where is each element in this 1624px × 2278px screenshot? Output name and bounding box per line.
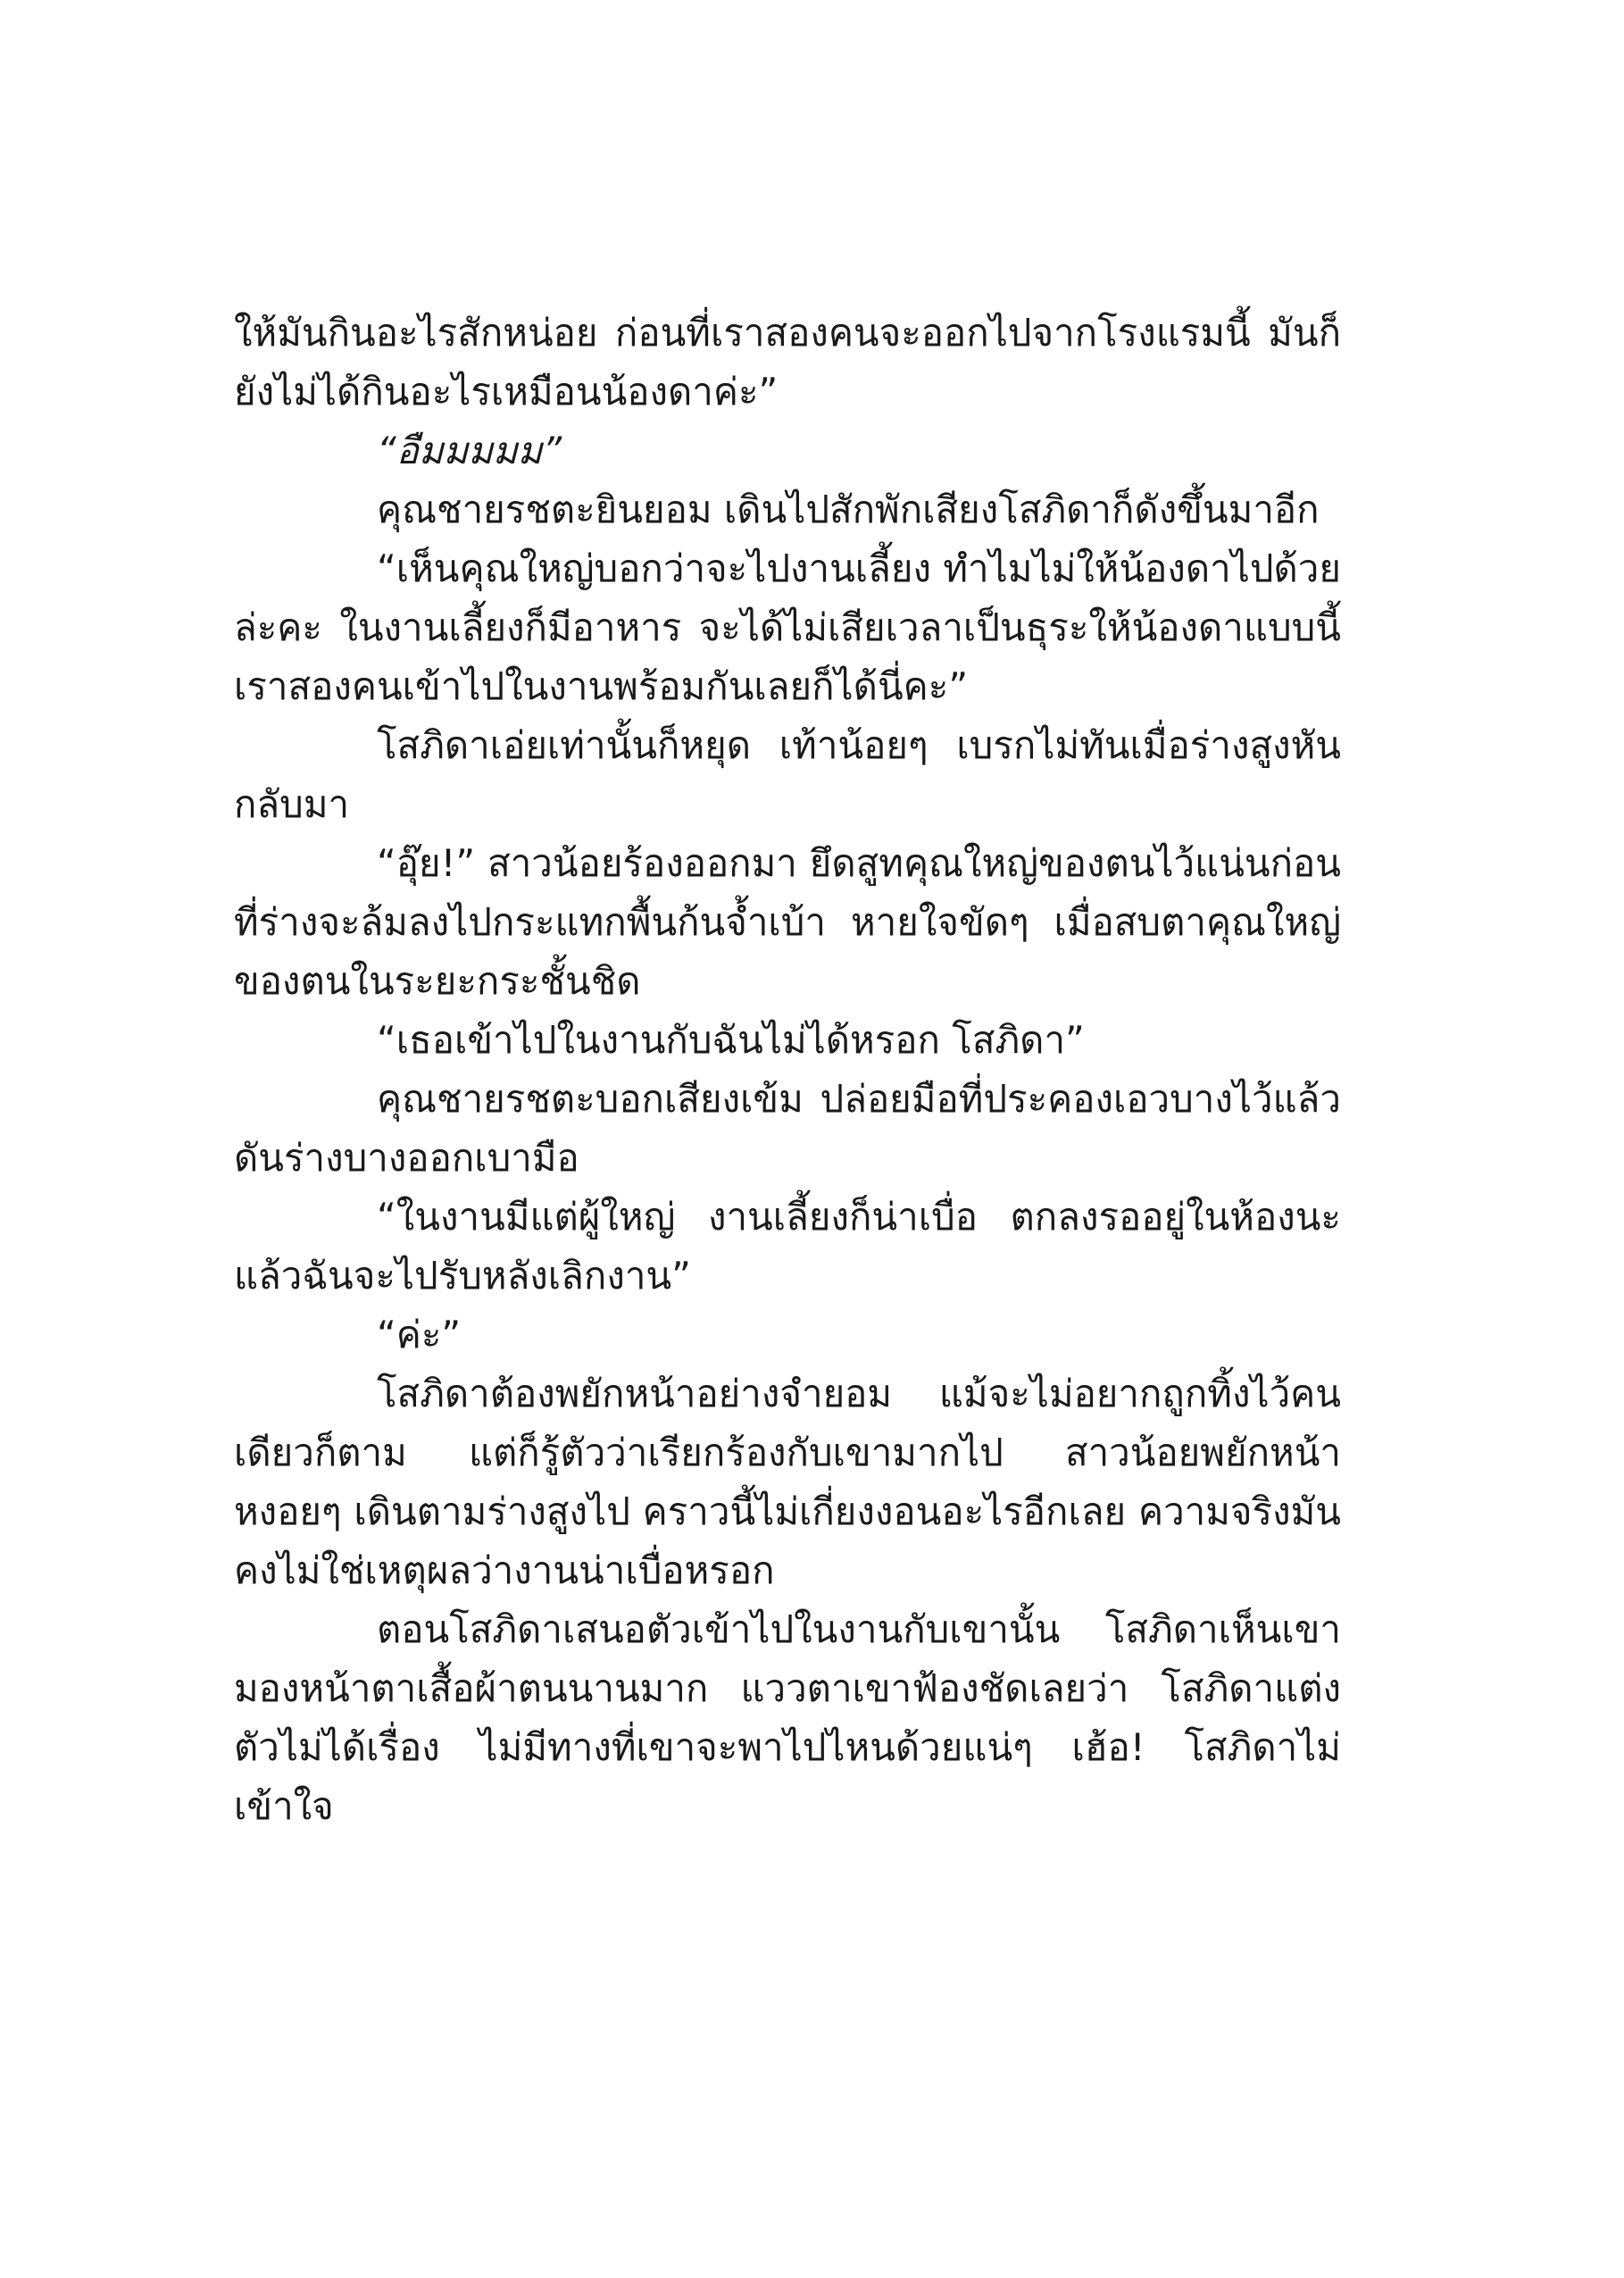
- paragraph: “เห็นคุณใหญ่บอกว่าจะไปงานเลี้ยง ทำไมไม่ให้น้องดาไปด้วยล่ะคะ ในงานเลี้ยงก็มีอาหาร จะได้ไม่เสียเวลาเป็นธุระให้น้องดาแบบนี้ เราสองคนเข้าไปในงานพร้อมกันเลยก็ได้นี่คะ”: [234, 547, 1341, 708]
- paragraph: โสภิดาต้องพยักหน้าอย่างจำยอม แม้จะไม่อยากถูกทิ้งไว้คนเดียวก็ตาม แต่ก็รู้ตัวว่าเรียกร้องกับเขามากไป สาวน้อยพยักหน้าหงอยๆ เดินตามร่างสูงไป คราวนี้ไม่เกี่ยงงอนอะไรอีกเลย ความจริงมันคงไม่ใช่เหตุผลว่างานน่าเบื่อหรอก: [234, 1372, 1341, 1592]
- paragraph: “อุ๊ย!” สาวน้อยร้องออกมา ยึดสูทคุณใหญ่ของตนไว้แน่นก่อนที่ร่างจะล้มลงไปกระแทกพื้นก้นจ้ำเบ้า หายใจขัดๆ เมื่อสบตาคุณใหญ่ของตนในระยะกระชั้นชิด: [234, 841, 1341, 1003]
- paragraph: ให้มันกินอะไรสักหน่อย ก่อนที่เราสองคนจะออกไปจากโรงแรมนี้ มันก็ยังไม่ได้กินอะไรเหมือนน้องดาค่ะ”: [234, 311, 1341, 413]
- paragraph: โสภิดาเอ่ยเท่านั้นก็หยุด เท้าน้อยๆ เบรกไม่ทันเมื่อร่างสูงหันกลับมา: [234, 723, 1341, 826]
- paragraph: “เธอเข้าไปในงานกับฉันไม่ได้หรอก โสภิดา”: [377, 1018, 1085, 1062]
- paragraph: “ในงานมีแต่ผู้ใหญ่ งานเลี้ยงก็น่าเบื่อ ตกลงรออยู่ในห้องนะแล้วฉันจะไปรับหลังเลิกงาน”: [234, 1195, 1341, 1298]
- paragraph: ตอนโสภิดาเสนอตัวเข้าไปในงานกับเขานั้น โสภิดาเห็นเขามองหน้าตาเสื้อผ้าตนนานมาก แววตาเขาฟ้องชัดเลยว่า โสภิดาแต่งตัวไม่ได้เรื่อง ไม่มีทางที่เขาจะพาไปไหนด้วยแน่ๆ เฮ้อ! โสภิดาไม่เข้าใจ: [234, 1607, 1341, 1828]
- paragraph: คุณชายรชตะยินยอม เดินไปสักพักเสียงโสภิดาก็ดังขึ้นมาอีก: [377, 488, 1320, 531]
- paragraph: “ค่ะ”: [377, 1313, 462, 1356]
- paragraph: คุณชายรชตะบอกเสียงเข้ม ปล่อยมือที่ประคองเอวบางไว้แล้วดันร่างบางออกเบามือ: [234, 1077, 1341, 1180]
- paragraph: “อืมมมมม”: [377, 429, 562, 472]
- body-text: [234, 304, 1341, 1836]
